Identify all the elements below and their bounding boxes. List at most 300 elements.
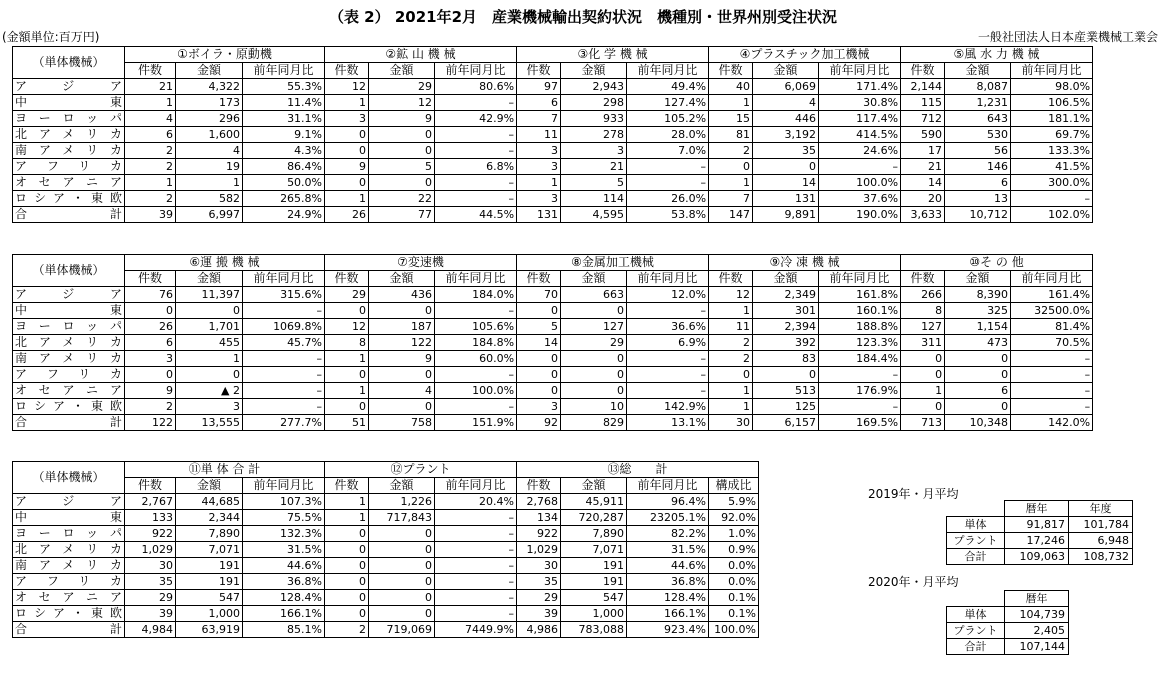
table-row <box>13 191 1093 207</box>
data-cell: 11 <box>709 319 753 335</box>
data-cell: 0.0% <box>709 574 759 590</box>
data-cell: 114 <box>561 191 627 207</box>
data-cell: – <box>435 399 517 415</box>
data-cell: – <box>627 159 709 175</box>
data-cell: 6 <box>517 95 561 111</box>
avg-value: 2,405 <box>1005 623 1069 639</box>
data-cell: 191 <box>176 574 243 590</box>
data-cell: – <box>435 606 517 622</box>
data-cell: 3 <box>517 399 561 415</box>
column-header: 件数 <box>517 478 561 494</box>
data-cell: 161.4% <box>1011 287 1093 303</box>
data-cell: 44.6% <box>243 558 325 574</box>
region-label: ロシア・東欧 <box>13 191 125 207</box>
data-cell: 0 <box>901 399 945 415</box>
data-cell: 100.0% <box>709 622 759 638</box>
region-label: 北アメリカ <box>13 127 125 143</box>
avg-value: 104,739 <box>1005 607 1069 623</box>
table-row <box>13 143 1093 159</box>
data-cell: – <box>243 351 325 367</box>
data-cell: – <box>243 383 325 399</box>
data-cell: 7.0% <box>627 143 709 159</box>
avg-row <box>947 607 1069 623</box>
data-cell: 133.3% <box>1011 143 1093 159</box>
data-cell: 1 <box>709 303 753 319</box>
data-cell: 128.4% <box>627 590 709 606</box>
data-cell: 446 <box>753 111 819 127</box>
data-cell: 0 <box>709 159 753 175</box>
data-cell: 36.8% <box>627 574 709 590</box>
data-cell: 0 <box>325 175 369 191</box>
data-cell: 39 <box>125 207 176 223</box>
column-header: 前年同月比 <box>435 271 517 287</box>
data-cell: 131 <box>517 207 561 223</box>
data-cell: 1 <box>517 175 561 191</box>
data-cell: 100.0% <box>819 175 901 191</box>
data-cell: 77 <box>369 207 435 223</box>
column-header: 件数 <box>517 271 561 287</box>
column-header: 件数 <box>709 271 753 287</box>
data-cell: 0 <box>369 175 435 191</box>
column-header: 金額 <box>753 63 819 79</box>
data-cell: 39 <box>125 606 176 622</box>
data-cell: – <box>1011 399 1093 415</box>
data-cell: 0 <box>369 606 435 622</box>
avg-row-label: 合計 <box>947 639 1005 655</box>
data-cell: 29 <box>517 590 561 606</box>
data-cell: 590 <box>901 127 945 143</box>
data-cell: 19 <box>176 159 243 175</box>
data-cell: 10 <box>561 399 627 415</box>
data-cell: 12 <box>325 319 369 335</box>
data-cell: 266 <box>901 287 945 303</box>
data-cell: – <box>435 558 517 574</box>
table-row <box>13 335 1093 351</box>
data-cell: 35 <box>753 143 819 159</box>
column-header: 金額 <box>753 271 819 287</box>
data-cell: 98.0% <box>1011 79 1093 95</box>
data-cell: 2,394 <box>753 319 819 335</box>
column-header: 件数 <box>517 63 561 79</box>
data-cell: 35 <box>125 574 176 590</box>
column-header: 金額 <box>176 478 243 494</box>
data-cell: 1.0% <box>709 526 759 542</box>
data-cell: 0 <box>369 127 435 143</box>
data-cell: 6 <box>945 383 1011 399</box>
data-cell: 1,029 <box>125 542 176 558</box>
data-cell: 0 <box>517 367 561 383</box>
data-cell: 5.9% <box>709 494 759 510</box>
data-cell: 7,071 <box>176 542 243 558</box>
group-header: ⑨冷 凍 機 械 <box>709 255 901 271</box>
data-cell: 132.3% <box>243 526 325 542</box>
data-cell: 315.6% <box>243 287 325 303</box>
data-cell: 127.4% <box>627 95 709 111</box>
data-cell: 3 <box>176 399 243 415</box>
data-cell: – <box>1011 367 1093 383</box>
data-cell: 127 <box>901 319 945 335</box>
data-cell: 2 <box>125 191 176 207</box>
data-cell: – <box>1011 383 1093 399</box>
data-cell: 142.9% <box>627 399 709 415</box>
group-header: ③化 学 機 械 <box>517 47 709 63</box>
data-cell: 40 <box>709 79 753 95</box>
data-cell: 5 <box>517 319 561 335</box>
data-cell: 50.0% <box>243 175 325 191</box>
data-cell: 96.4% <box>627 494 709 510</box>
data-cell: 713 <box>901 415 945 431</box>
data-cell: – <box>627 383 709 399</box>
table-row <box>13 287 1093 303</box>
data-cell: 8,087 <box>945 79 1011 95</box>
data-cell: 102.0% <box>1011 207 1093 223</box>
group-header: ②鉱 山 機 械 <box>325 47 517 63</box>
column-header: 金額 <box>945 63 1011 79</box>
avg-row-label: プラント <box>947 623 1005 639</box>
data-cell: 1 <box>176 175 243 191</box>
data-cell: 56 <box>945 143 1011 159</box>
column-header: 前年同月比 <box>243 271 325 287</box>
data-cell: – <box>435 143 517 159</box>
data-cell: 1 <box>325 510 369 526</box>
data-cell: 311 <box>901 335 945 351</box>
data-cell: 24.6% <box>819 143 901 159</box>
data-cell: – <box>435 367 517 383</box>
data-cell: 4.3% <box>243 143 325 159</box>
data-cell: 105.6% <box>435 319 517 335</box>
avg-value: 17,246 <box>1005 533 1069 549</box>
data-cell: 4,984 <box>125 622 176 638</box>
data-cell: 184.0% <box>435 287 517 303</box>
data-cell: 9,891 <box>753 207 819 223</box>
data-cell: 2 <box>125 159 176 175</box>
data-cell: 24.9% <box>243 207 325 223</box>
data-cell: 10,712 <box>945 207 1011 223</box>
data-cell: 0 <box>325 127 369 143</box>
data-cell: 10,348 <box>945 415 1011 431</box>
data-cell: 6 <box>125 335 176 351</box>
table-row <box>13 590 759 606</box>
data-cell: 45,911 <box>561 494 627 510</box>
region-label: ヨーロッパ <box>13 319 125 335</box>
data-cell: 0 <box>753 367 819 383</box>
avg-2020-title: 2020年・月平均 <box>868 575 959 589</box>
data-cell: – <box>243 399 325 415</box>
data-cell: 1 <box>709 399 753 415</box>
data-cell: 70 <box>517 287 561 303</box>
data-cell: 1,600 <box>176 127 243 143</box>
data-cell: 0 <box>369 574 435 590</box>
data-cell: – <box>435 526 517 542</box>
data-cell: 298 <box>561 95 627 111</box>
column-header: 金額 <box>176 271 243 287</box>
table3-grid <box>12 461 759 638</box>
data-cell: 1,000 <box>176 606 243 622</box>
data-cell: 191 <box>561 574 627 590</box>
data-cell: 86.4% <box>243 159 325 175</box>
data-cell: 184.8% <box>435 335 517 351</box>
data-cell: 151.9% <box>435 415 517 431</box>
data-cell: 0 <box>369 526 435 542</box>
data-cell: 53.8% <box>627 207 709 223</box>
region-label: 南アメリカ <box>13 143 125 159</box>
avg-value: 101,784 <box>1069 517 1133 533</box>
group-header: ⑪単 体 合 計 <box>125 462 325 478</box>
data-cell: 14 <box>753 175 819 191</box>
data-cell: 125 <box>753 399 819 415</box>
data-cell: 4,986 <box>517 622 561 638</box>
data-cell: 13.1% <box>627 415 709 431</box>
region-label: アフリカ <box>13 367 125 383</box>
data-cell: – <box>435 303 517 319</box>
data-cell: 39 <box>517 606 561 622</box>
data-cell: 0 <box>561 367 627 383</box>
data-cell: 97 <box>517 79 561 95</box>
data-cell: – <box>627 175 709 191</box>
data-cell: 473 <box>945 335 1011 351</box>
data-cell: 0 <box>325 606 369 622</box>
column-header: 件数 <box>125 478 176 494</box>
table-row <box>13 175 1093 191</box>
data-cell: 169.5% <box>819 415 901 431</box>
data-cell: 0 <box>753 159 819 175</box>
region-label: 合計 <box>13 207 125 223</box>
data-cell: 21 <box>901 159 945 175</box>
data-cell: – <box>819 399 901 415</box>
column-header: 前年同月比 <box>1011 271 1093 287</box>
data-cell: 0 <box>325 143 369 159</box>
region-label: 中東 <box>13 95 125 111</box>
data-cell: 28.0% <box>627 127 709 143</box>
data-cell: 4 <box>176 143 243 159</box>
data-cell: 5 <box>561 175 627 191</box>
region-label: ロシア・東欧 <box>13 606 125 622</box>
avg-row <box>947 549 1133 565</box>
data-cell: 4 <box>369 383 435 399</box>
data-cell: – <box>1011 351 1093 367</box>
data-cell: 44.6% <box>627 558 709 574</box>
table-row <box>13 319 1093 335</box>
data-cell: 0 <box>325 558 369 574</box>
data-cell: 166.1% <box>243 606 325 622</box>
data-cell: 6,997 <box>176 207 243 223</box>
data-cell: 8 <box>325 335 369 351</box>
avg-2020-table <box>946 590 1069 655</box>
data-cell: 0 <box>369 558 435 574</box>
data-cell: 7,071 <box>561 542 627 558</box>
data-cell: 6,069 <box>753 79 819 95</box>
column-header: 金額 <box>369 271 435 287</box>
page-title: （表 2） 2021年2月 産業機械輸出契約状況 機種別・世界州別受注状況 <box>328 8 838 26</box>
data-cell: 0 <box>369 367 435 383</box>
data-cell: 37.6% <box>819 191 901 207</box>
avg-row-label: プラント <box>947 533 1005 549</box>
region-label: アジア <box>13 494 125 510</box>
data-cell: 663 <box>561 287 627 303</box>
organization-label: 一般社団法人日本産業機械工業会 <box>977 30 1158 44</box>
region-label: アジア <box>13 79 125 95</box>
table-row <box>13 351 1093 367</box>
data-cell: 188.8% <box>819 319 901 335</box>
data-cell: 0 <box>369 542 435 558</box>
data-cell: 161.8% <box>819 287 901 303</box>
data-cell: 190.0% <box>819 207 901 223</box>
table-row <box>13 399 1093 415</box>
data-cell: 176.9% <box>819 383 901 399</box>
data-cell: 2 <box>709 335 753 351</box>
avg-2019-title: 2019年・月平均 <box>868 487 959 501</box>
data-cell: 0 <box>176 303 243 319</box>
data-cell: 4,595 <box>561 207 627 223</box>
region-label: ヨーロッパ <box>13 526 125 542</box>
data-cell: – <box>435 127 517 143</box>
data-cell: 0.0% <box>709 558 759 574</box>
table-row <box>13 127 1093 143</box>
data-cell: 0 <box>325 526 369 542</box>
data-cell: 2,349 <box>753 287 819 303</box>
data-cell: 547 <box>561 590 627 606</box>
data-cell: 29 <box>369 79 435 95</box>
data-cell: 9 <box>369 111 435 127</box>
data-cell: 11.4% <box>243 95 325 111</box>
data-cell: 0 <box>517 383 561 399</box>
data-cell: 0 <box>945 351 1011 367</box>
column-header: 金額 <box>561 478 627 494</box>
group-header: ⑫プラント <box>325 462 517 478</box>
column-header: 金額 <box>945 271 1011 287</box>
data-cell: 933 <box>561 111 627 127</box>
region-label: オセアニア <box>13 175 125 191</box>
data-cell: 922 <box>517 526 561 542</box>
data-cell: 21 <box>561 159 627 175</box>
data-cell: 26 <box>325 207 369 223</box>
data-cell: – <box>435 590 517 606</box>
data-cell: 414.5% <box>819 127 901 143</box>
data-cell: 0 <box>325 542 369 558</box>
data-cell: 21 <box>125 79 176 95</box>
data-cell: – <box>627 351 709 367</box>
table-row <box>13 207 1093 223</box>
data-cell: 0 <box>176 367 243 383</box>
avg-row-label: 単体 <box>947 517 1005 533</box>
column-header: 件数 <box>325 271 369 287</box>
data-cell: 80.6% <box>435 79 517 95</box>
data-cell: 11 <box>517 127 561 143</box>
table-row <box>13 622 759 638</box>
column-header: 件数 <box>125 63 176 79</box>
region-label: オセアニア <box>13 383 125 399</box>
data-cell: 14 <box>901 175 945 191</box>
group-header: ⑧金属加工機械 <box>517 255 709 271</box>
data-cell: 0 <box>517 303 561 319</box>
data-cell: 30 <box>517 558 561 574</box>
table-row <box>13 367 1093 383</box>
data-cell: 81.4% <box>1011 319 1093 335</box>
data-cell: 0 <box>709 367 753 383</box>
column-header: 前年同月比 <box>243 478 325 494</box>
group-header: ⑥運 搬 機 械 <box>125 255 325 271</box>
data-cell: 3 <box>517 159 561 175</box>
data-cell: 12 <box>325 79 369 95</box>
data-cell: 4,322 <box>176 79 243 95</box>
avg-row <box>947 623 1069 639</box>
data-cell: 7 <box>517 111 561 127</box>
data-cell: 2,943 <box>561 79 627 95</box>
data-cell: 45.7% <box>243 335 325 351</box>
data-cell: 128.4% <box>243 590 325 606</box>
data-cell: 26.0% <box>627 191 709 207</box>
table-row <box>13 415 1093 431</box>
data-cell: 1 <box>325 351 369 367</box>
data-cell: 82.2% <box>627 526 709 542</box>
data-cell: 301 <box>753 303 819 319</box>
data-cell: 1 <box>325 191 369 207</box>
data-cell: 1 <box>709 383 753 399</box>
data-cell: 0.1% <box>709 590 759 606</box>
avg-row-label: 合計 <box>947 549 1005 565</box>
data-cell: 160.1% <box>819 303 901 319</box>
column-header: 構成比 <box>709 478 759 494</box>
data-cell: 0 <box>369 590 435 606</box>
region-label: アフリカ <box>13 574 125 590</box>
data-cell: 2 <box>125 143 176 159</box>
data-cell: 2 <box>325 622 369 638</box>
data-cell: 6 <box>945 175 1011 191</box>
group-header: ⑬総 計 <box>517 462 759 478</box>
group-header: ①ボイラ・原動機 <box>125 47 325 63</box>
data-cell: 0 <box>125 367 176 383</box>
data-cell: 265.8% <box>243 191 325 207</box>
region-label: アジア <box>13 287 125 303</box>
data-cell: 296 <box>176 111 243 127</box>
data-cell: 0 <box>325 574 369 590</box>
data-cell: 7449.9% <box>435 622 517 638</box>
data-cell: ▲ 2 <box>176 383 243 399</box>
data-cell: – <box>819 159 901 175</box>
data-cell: 7,890 <box>176 526 243 542</box>
data-cell: 0 <box>369 399 435 415</box>
data-cell: 29 <box>125 590 176 606</box>
data-cell: 76 <box>125 287 176 303</box>
data-cell: 23205.1% <box>627 510 709 526</box>
avg-header: 暦年 <box>1005 591 1069 607</box>
data-cell: 5 <box>369 159 435 175</box>
data-cell: 106.5% <box>1011 95 1093 111</box>
table-row <box>13 303 1093 319</box>
avg-header: 暦年 <box>1005 501 1069 517</box>
data-cell: 1 <box>125 175 176 191</box>
avg-row <box>947 517 1133 533</box>
data-cell: 9 <box>369 351 435 367</box>
data-cell: 14 <box>517 335 561 351</box>
data-cell: 0.1% <box>709 606 759 622</box>
region-label: アフリカ <box>13 159 125 175</box>
data-cell: 11,397 <box>176 287 243 303</box>
data-cell: 3 <box>325 111 369 127</box>
data-cell: – <box>435 542 517 558</box>
avg-value: 107,144 <box>1005 639 1069 655</box>
column-header: 件数 <box>901 271 945 287</box>
data-cell: 758 <box>369 415 435 431</box>
data-cell: 1,000 <box>561 606 627 622</box>
data-cell: 6.9% <box>627 335 709 351</box>
region-label: ロシア・東欧 <box>13 399 125 415</box>
data-cell: 0.9% <box>709 542 759 558</box>
unit-label: (金額単位:百万円) <box>2 30 100 44</box>
data-cell: – <box>435 510 517 526</box>
column-header: 件数 <box>709 63 753 79</box>
data-cell: 2,344 <box>176 510 243 526</box>
